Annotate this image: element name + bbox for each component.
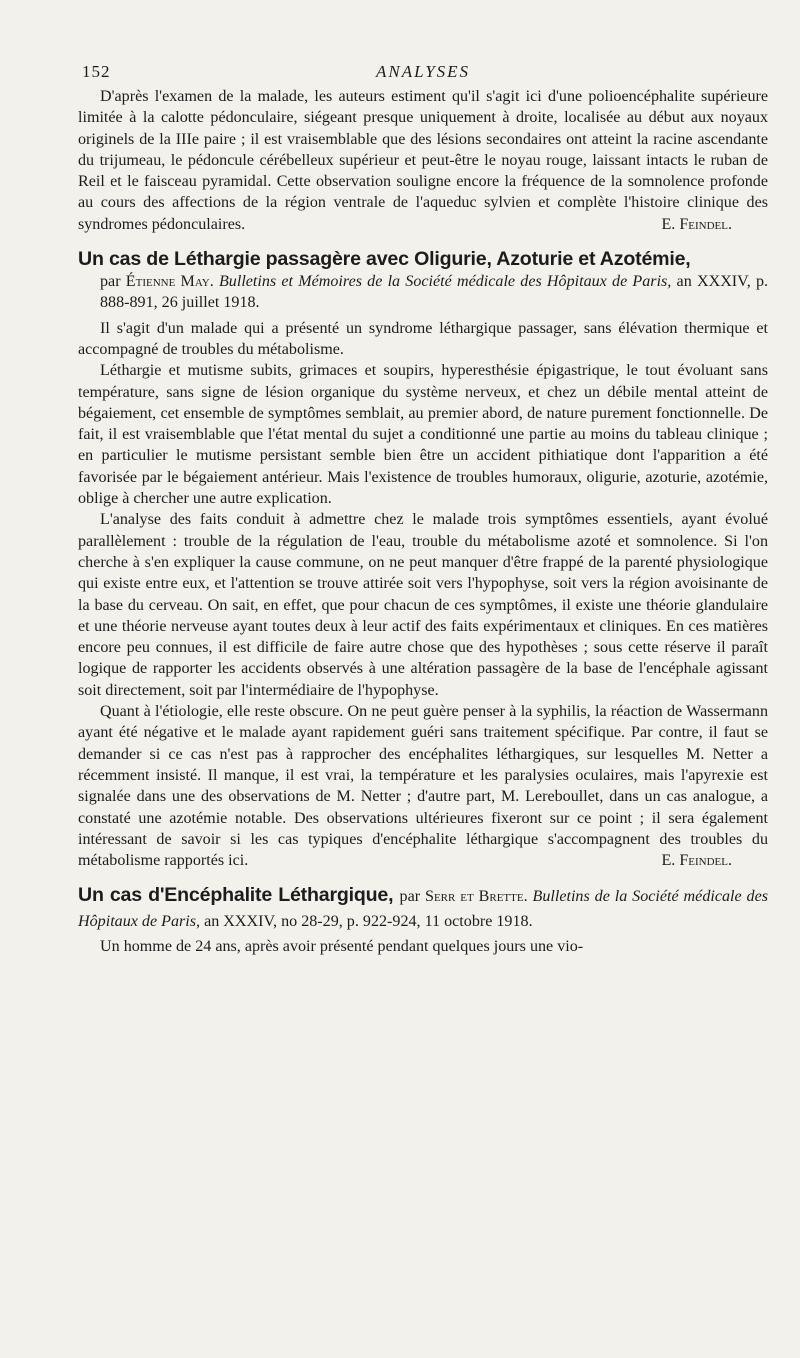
article-3-journal: Bulletins de la Société médicale des Hôpitaux de Paris, <box>78 888 768 930</box>
article-3-title: Un cas d'Encéphalite Léthargique, <box>78 884 394 907</box>
article-3-heading: Un cas d'Encéphalite Léthargique, par Serr et Brette. Bulletins de la Société médicale des Hôpitaux de Paris, an XXXIV, no 28-29, p. 922-924, 11 octobre 1918. <box>78 884 768 930</box>
article-3-paragraph-1: Un homme de 24 ans, après avoir présenté pendant quelques jours une vio- <box>100 937 584 955</box>
article-2-paragraph-4: Quant à l'étiologie, elle reste obscure. On ne peut guère penser à la syphilis, la réaction de Wassermann ayant été négative et le malade ayant rapidement guéri sans traitement spécifique. Par contre, il faut se demander si ce cas n'est pas à rapprocher des encéphalites léthargiques, sur lesquelles M. Netter a récemment insisté. Il manque, il est vrai, la température et les paralysies oculaires, mais l'apyrexie est signalée dans une des observations de M. Netter ; d'autre part, M. Lereboullet, dans un cas analogue, a constaté une azotémie notable. Des observations ultérieures fixeront sur ce point ; il sera également intéressant de savoir si les cas typiques d'encéphalite léthargique s'accompagnent des troubles du métabolisme rapportés ici. E. Feindel. <box>78 701 768 871</box>
page-number: 152 <box>82 62 111 81</box>
article-2-paragraph-3: L'analyse des faits conduit à admettre chez le malade trois symptômes essentiels, ayant évolué parallèlement : trouble de la régulation de l'eau, trouble du métabolisme azoté et somnolence. Si l'on cherche à s'en expliquer la cause commune, on ne peut manquer d'être frappé de la parenté physiologique qui existe entre eux, et l'attention se trouve attirée soit vers l'hypophyse, soit vers la région avoisinante de la base du cerveau. On sait, en effet, que pour chacun de ces symptômes, il existe une théorie glandulaire et une théorie nerveuse ayant toutes deux à leur actif des faits expérimentaux et cliniques. En ces matières encore peu connues, il est difficile de faire autre chose que des hypothèses ; sous cette réserve il paraît logique de rapporter les accidents observés à une altération passagère de la base de l'encéphale agissant soit directement, soit par l'intermédiaire de l'hypophyse. <box>78 511 768 699</box>
article-3-authors: Serr et Brette. <box>425 888 528 906</box>
article-2-heading <box>78 247 768 271</box>
article-2-authors: Étienne May. <box>125 273 214 291</box>
article-1-signature: E. Feindel. <box>661 215 732 233</box>
running-header <box>78 58 768 86</box>
article-2-signature: E. Feindel. <box>661 852 732 870</box>
article-2-ending <box>78 701 768 871</box>
running-title: ANALYSES <box>375 62 471 81</box>
article-1-ending <box>78 86 768 235</box>
article-2-paragraph-1: Il s'agit d'un malade qui a présenté un syndrome léthargique passager, sans élévation thermique et accompagné de troubles du métabolisme. <box>78 319 768 358</box>
article-2-journal: Bulletins et Mémoires de la Société médicale des Hôpitaux de Paris, <box>218 273 672 291</box>
article-2-citation: par Étienne May. Bulletins et Mémoires de la Société médicale des Hôpitaux de Paris, an XXXIV, p. 888-891, 26 juillet 1918. <box>100 273 769 312</box>
article-3-details: an XXXIV, no 28-29, p. 922-924, 11 octobre 1918. <box>204 912 533 930</box>
article-2-paragraph-2: Léthargie et mutisme subits, grimaces et soupirs, hyperesthésie épigastrique, le tout évoluant sans température, sans signe de lésion organique du système nerveux, et chez un débile mental atteint de bégaiement, cet ensemble de symptômes semblait, au premier abord, de nature purement fonctionnelle. De fait, il est vraisemblable que l'état mental du sujet a conditionné une partie au moins du tableau clinique ; en particulier le mutisme persistant semble bien être un accident pithiatique dont l'apparition a été favorisée par le bégaiement antérieur. Mais l'existence de troubles humoraux, oligurie, azoturie, azotémie, oblige à chercher une autre explication. <box>78 362 768 508</box>
article-2-details: an XXXIV, p. 888-891, 26 juillet 1918. <box>100 273 769 312</box>
article-2-title: Un cas de Léthargie passagère avec Oligurie, Azoturie et Azotémie, <box>78 248 691 271</box>
document-page <box>78 58 768 957</box>
article-1-paragraph: D'après l'examen de la malade, les auteurs estiment qu'il s'agit ici d'une polioencéphalite supérieure limitée à la calotte pédonculaire, siégeant presque uniquement à droite, localisée au début aux noyaux originels de la IIIe paire ; il est vraisemblable que des lésions secondaires ont atteint la racine ascendante du trijumeau, le pédoncule cérébelleux supérieur et peut-être le noyau rouge, laissant intacts le ruban de Reil et le faisceau pyramidal. Cette observation souligne encore la fréquence de la somnolence profonde au cours des affections de la région ventrale de l'aqueduc sylvien et complète l'histoire clinique des syndromes pédonculaires. E. Feindel. <box>78 86 768 235</box>
